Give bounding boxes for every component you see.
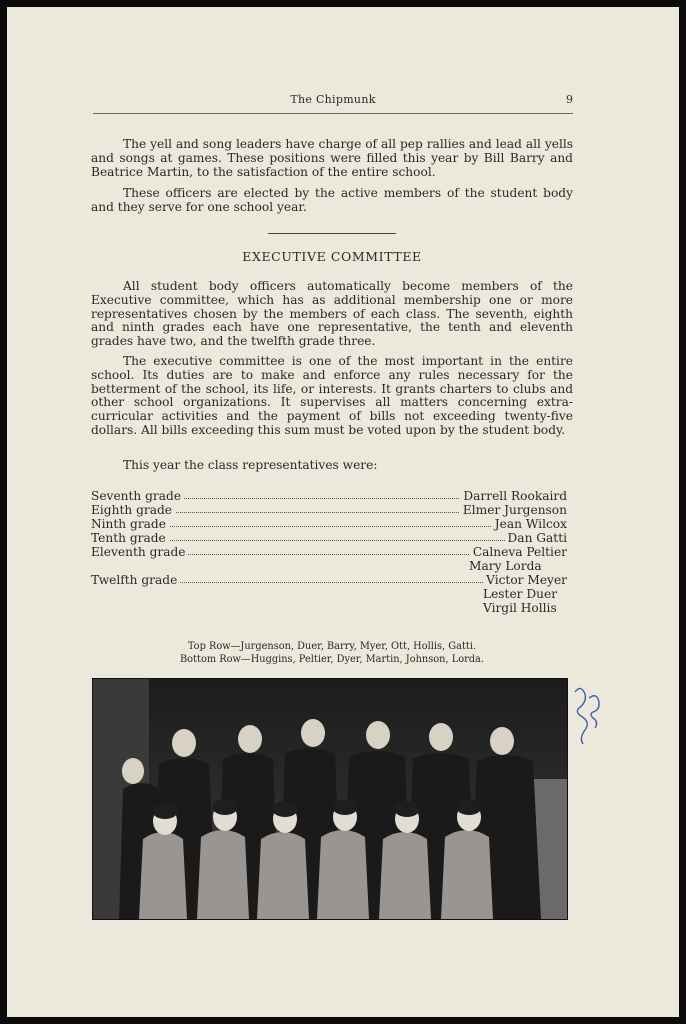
rep-name-extra: Mary Lorda [469,559,542,573]
rep-grade: Seventh grade [91,489,184,503]
rep-row-twelfth [91,573,567,587]
group-photo [92,678,568,920]
rep-row-ninth [91,517,567,531]
group-photo-illustration [93,679,567,919]
document-page [7,7,679,1017]
paragraph-exec-duties: The executive committee is one of the most important in the entire school. Its duties are to make and enforce any rules necessary for the betterment of the school, its life, or interests. It grants charters to clubs and other school organizations. It supervises all matters concerning extra-curricular activities and the payment of bills not exceeding twenty-five dollars. All bills exceeding this sum must be voted upon by the student body. [91,354,573,437]
paragraph-reps-intro: This year the class representatives were: [123,458,378,472]
rep-grade: Tenth grade [91,531,169,545]
rep-grade: Twelfth grade [91,573,180,587]
caption-bottom-row: Bottom Row—Huggins, Peltier, Dyer, Martin, Johnson, Lorda. [179,654,485,665]
running-header [93,91,573,114]
rep-name-extra: Lester Duer [483,587,558,601]
rep-row-eighth [91,503,567,517]
page-number: 9 [566,93,573,106]
rep-name: Jean Wilcox [492,517,567,531]
rep-name: Darrell Rookaird [460,489,567,503]
caption-top-row: Top Row—Jurgenson, Duer, Barry, Myer, Ott, Hollis, Gatti. [187,641,477,652]
paragraph-officers-elected: These officers are elected by the active members of the student body and they serve for one school year. [91,186,573,214]
handwritten-pen-mark [567,680,607,750]
rep-grade: Eighth grade [91,503,175,517]
rep-name: Dan Gatti [505,531,567,545]
rep-grade: Ninth grade [91,517,169,531]
rep-name: Calneva Peltier [470,545,567,559]
paragraph-yell-leaders: The yell and song leaders have charge of all pep rallies and lead all yells and songs at games. These positions were filled this year by Bill Barry and Beatrice Martin, to the satisfaction of the entire school. [91,137,573,179]
section-heading: EXECUTIVE COMMITTEE [242,249,422,264]
publication-title: The Chipmunk [290,93,376,106]
paragraph-exec-membership: All student body officers automatically become members of the Executive committee, which has as additional membership one or more representatives chosen by the members of each class. The seventh, eighth and ninth grades each have one representative, the tenth and eleventh grades have two, and the twelfth grade three. [91,279,573,349]
rep-name: Elmer Jurgenson [460,503,567,517]
rep-name: Victor Meyer [483,573,567,587]
rep-row-eleventh [91,545,567,559]
section-divider [268,233,396,234]
rep-row-tenth [91,531,567,545]
rep-row-seventh [91,489,567,503]
rep-grade: Eleventh grade [91,545,188,559]
rep-name-extra: Virgil Hollis [483,601,557,615]
